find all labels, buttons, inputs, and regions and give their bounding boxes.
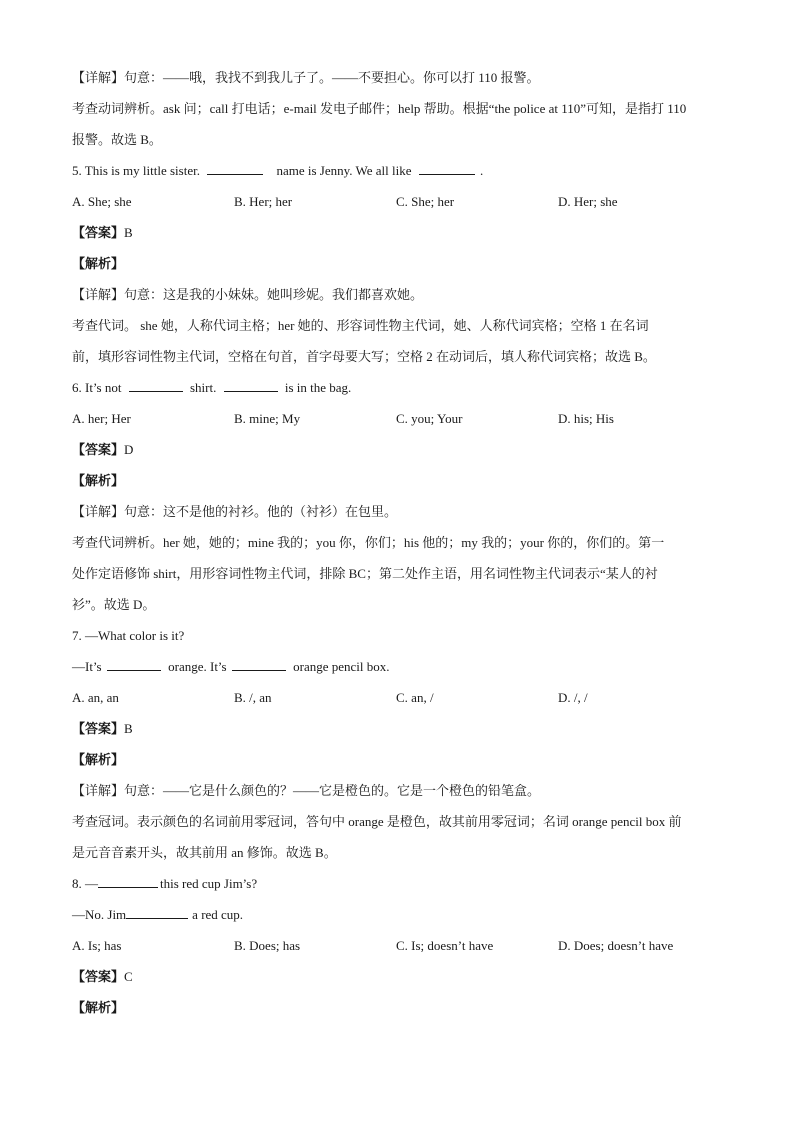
q6-explanation-line-2: 处作定语修饰 shirt，用形容词性物主代词，排除 BC；第二处作主语，用名词性物主代词表示“某人的衬	[72, 566, 658, 581]
q5-answer-value: B	[124, 225, 133, 240]
q5-blank-2	[419, 162, 475, 175]
q7-reply-part-3: orange pencil box.	[293, 659, 390, 674]
q6-stem-part-3: is in the bag.	[284, 380, 352, 395]
q8-option-c: C. Is; doesn’t have	[396, 938, 494, 953]
q7-option-b: B. /, an	[234, 690, 272, 705]
q6-stem-part-2: shirt.	[189, 380, 217, 395]
q6-answer-value: D	[124, 442, 134, 457]
q5-explanation-line-1: 考查代词。 she 她，人称代词主格；her 她的、形容词性物主代词，她、人称代词宾格；空格 1 在名词	[72, 318, 649, 333]
q8-blank-1	[126, 906, 188, 919]
q7-option-c: C. an, /	[396, 690, 434, 705]
q7-options	[72, 682, 732, 713]
q6-blank-1	[129, 379, 183, 392]
q7-option-a: A. an, an	[72, 690, 119, 705]
q8-option-d: D. Does; doesn’t have	[558, 938, 674, 953]
answer-label: 【答案】	[72, 225, 125, 240]
q4-explanation-line-2: 报警。故选 B。	[72, 132, 162, 147]
q6-explanation-line-1: 考查代词辨析。her 她，她的；mine 我的；you 你，你们；his 他的；my 我的；your 你的，你们的。第一	[72, 535, 665, 550]
q6-explanation-line-3: 衫”。故选 D。	[72, 597, 156, 612]
q8-reply-part-2: a red cup.	[192, 907, 244, 922]
q6-option-c: C. you; Your	[396, 411, 463, 426]
q7-detail: 【详解】句意：——它是什么颜色的？——它是橙色的。它是一个橙色的铅笔盒。	[72, 783, 541, 798]
document-page	[72, 62, 732, 1023]
q7-analysis	[72, 744, 732, 775]
q8-option-a: A. Is; has	[72, 938, 122, 953]
q6-option-b: B. mine; My	[234, 411, 301, 426]
q8-reply	[72, 899, 732, 930]
answer-label: 【答案】	[72, 721, 125, 736]
q7-explanation-line-1: 考查冠词。表示颜色的名词前用零冠词，答句中 orange 是橙色，故其前用零冠词；名词 orange pencil box 前	[72, 814, 682, 829]
q6-analysis	[72, 465, 732, 496]
q6-stem	[72, 372, 732, 403]
q5-explanation-line-2: 前，填形容词性物主代词，空格在句首，首字母要大写；空格 2 在动词后，填人称代词宾格；故选 B。	[72, 349, 656, 364]
q5-options	[72, 186, 732, 217]
q6-stem-part-1: 6. It’s not	[72, 380, 122, 395]
analysis-label: 【解析】	[72, 473, 125, 488]
q8-option-b: B. Does; has	[234, 938, 301, 953]
q8-analysis	[72, 992, 732, 1023]
q6-option-d: D. his; His	[558, 411, 614, 426]
analysis-label: 【解析】	[72, 256, 125, 271]
q8-reply-part-1: —No. Jim	[72, 907, 127, 922]
q7-answer-value: B	[124, 721, 133, 736]
q7-reply-part-2: orange. It’s	[168, 659, 227, 674]
q7-answer	[72, 713, 732, 744]
q5-answer	[72, 217, 732, 248]
answer-label: 【答案】	[72, 969, 125, 984]
q5-blank-1	[207, 162, 263, 175]
q8-answer	[72, 961, 732, 992]
q7-stem: 7. —What color is it?	[72, 628, 185, 643]
q7-explanation-line-2: 是元音音素开头，故其前用 an 修饰。故选 B。	[72, 845, 337, 860]
q8-stem	[72, 868, 732, 899]
q6-blank-2	[224, 379, 278, 392]
q7-reply	[72, 651, 732, 682]
q7-option-d: D. /, /	[558, 690, 588, 705]
q4-explanation-line-1: 考查动词辨析。ask 问；call 打电话；e-mail 发电子邮件；help 帮助。根据“the police at 110”可知，是指打 110	[72, 101, 687, 116]
analysis-label: 【解析】	[72, 752, 125, 767]
q5-option-c: C. She; her	[396, 194, 455, 209]
q6-detail: 【详解】句意：这不是他的衬衫。他的（衬衫）在包里。	[72, 504, 398, 519]
q8-stem-part-1: 8. —	[72, 876, 98, 891]
answer-label: 【答案】	[72, 442, 125, 457]
q4-detail: 【详解】句意：——哦，我找不到我儿子了。——不要担心。你可以打 110 报警。	[72, 70, 540, 85]
q5-option-b: B. Her; her	[234, 194, 293, 209]
q5-stem-part-2: name is Jenny. We all like	[276, 163, 412, 178]
q8-blank-1	[98, 875, 158, 888]
q8-stem-part-2: this red cup Jim’s?	[160, 876, 258, 891]
q6-answer	[72, 434, 732, 465]
q7-blank-1	[107, 658, 161, 671]
q5-option-a: A. She; she	[72, 194, 132, 209]
q5-option-d: D. Her; she	[558, 194, 618, 209]
q7-blank-2	[232, 658, 286, 671]
q8-options	[72, 930, 732, 961]
analysis-label: 【解析】	[72, 1000, 125, 1015]
q5-detail: 【详解】句意：这是我的小妹妹。她叫珍妮。我们都喜欢她。	[72, 287, 424, 302]
q5-stem-part-3: .	[480, 163, 484, 178]
q5-analysis	[72, 248, 732, 279]
q6-option-a: A. her; Her	[72, 411, 131, 426]
q8-answer-value: C	[124, 969, 133, 984]
q5-stem	[72, 155, 732, 186]
q7-reply-part-1: —It’s	[72, 659, 102, 674]
q6-options	[72, 403, 732, 434]
q5-stem-part-1: 5. This is my little sister.	[72, 163, 200, 178]
